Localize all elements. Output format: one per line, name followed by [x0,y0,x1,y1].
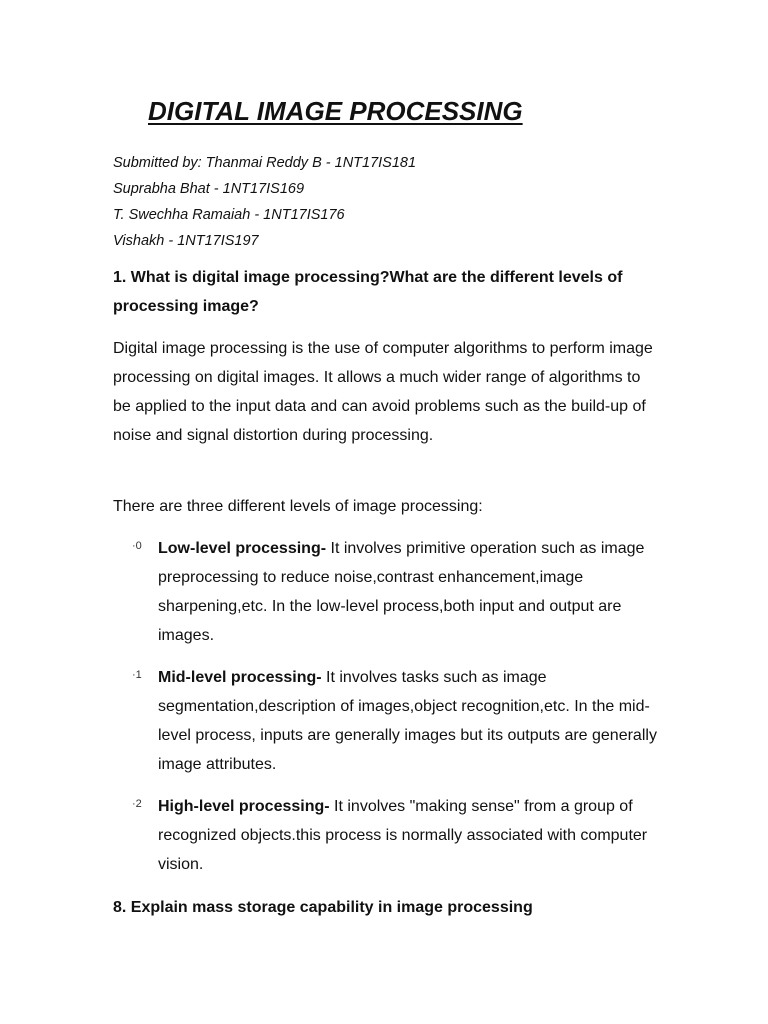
level-item-text [158,534,658,650]
level-item-text [158,663,658,779]
level-term: Mid-level processing- [158,669,322,686]
level-item-text [158,792,658,879]
list-marker: ·0 [132,540,142,552]
submitter-line: Submitted by: Thanmai Reddy B - 1NT17IS181 [113,155,417,171]
level-term: High-level processing- [158,798,330,815]
level-description: It involves tasks such as image segmentation,description of images,object recognition,etc. In the mid-level process, inputs are generally images but its outputs are generally image attributes. [158,669,657,773]
level-term: Low-level processing- [158,540,327,557]
list-marker: ·2 [132,798,142,810]
question-8-heading: 8. Explain mass storage capability in image processing [113,899,533,916]
list-marker: ·1 [132,669,142,681]
submitters-block [113,150,673,254]
submitter-line: T. Swechha Ramaiah - 1NT17IS176 [113,207,345,223]
submitter-line: Suprabha Bhat - 1NT17IS169 [113,181,305,197]
levels-intro-paragraph: There are three different levels of image processing: [113,498,483,515]
submitter-line: Vishakh - 1NT17IS197 [113,233,259,249]
question-1-definition-paragraph: Digital image processing is the use of computer algorithms to perform image processing on digital images. It allows a much wider range of algorithms to be applied to the input data and can avoid problems such as the build-up of noise and signal distortion during processing. [113,340,653,444]
level-description: It involves "making sense" from a group of recognized objects.this process is normally associated with computer vision. [158,798,648,873]
document-title: DIGITAL IMAGE PROCESSING [148,96,523,126]
question-1-heading: 1. What is digital image processing?What are the different levels of processing image? [113,269,623,315]
level-description: It involves primitive operation such as image preprocessing to reduce noise,contrast enhancement,image sharpening,etc. In the low-level process,both input and output are images. [158,540,645,644]
